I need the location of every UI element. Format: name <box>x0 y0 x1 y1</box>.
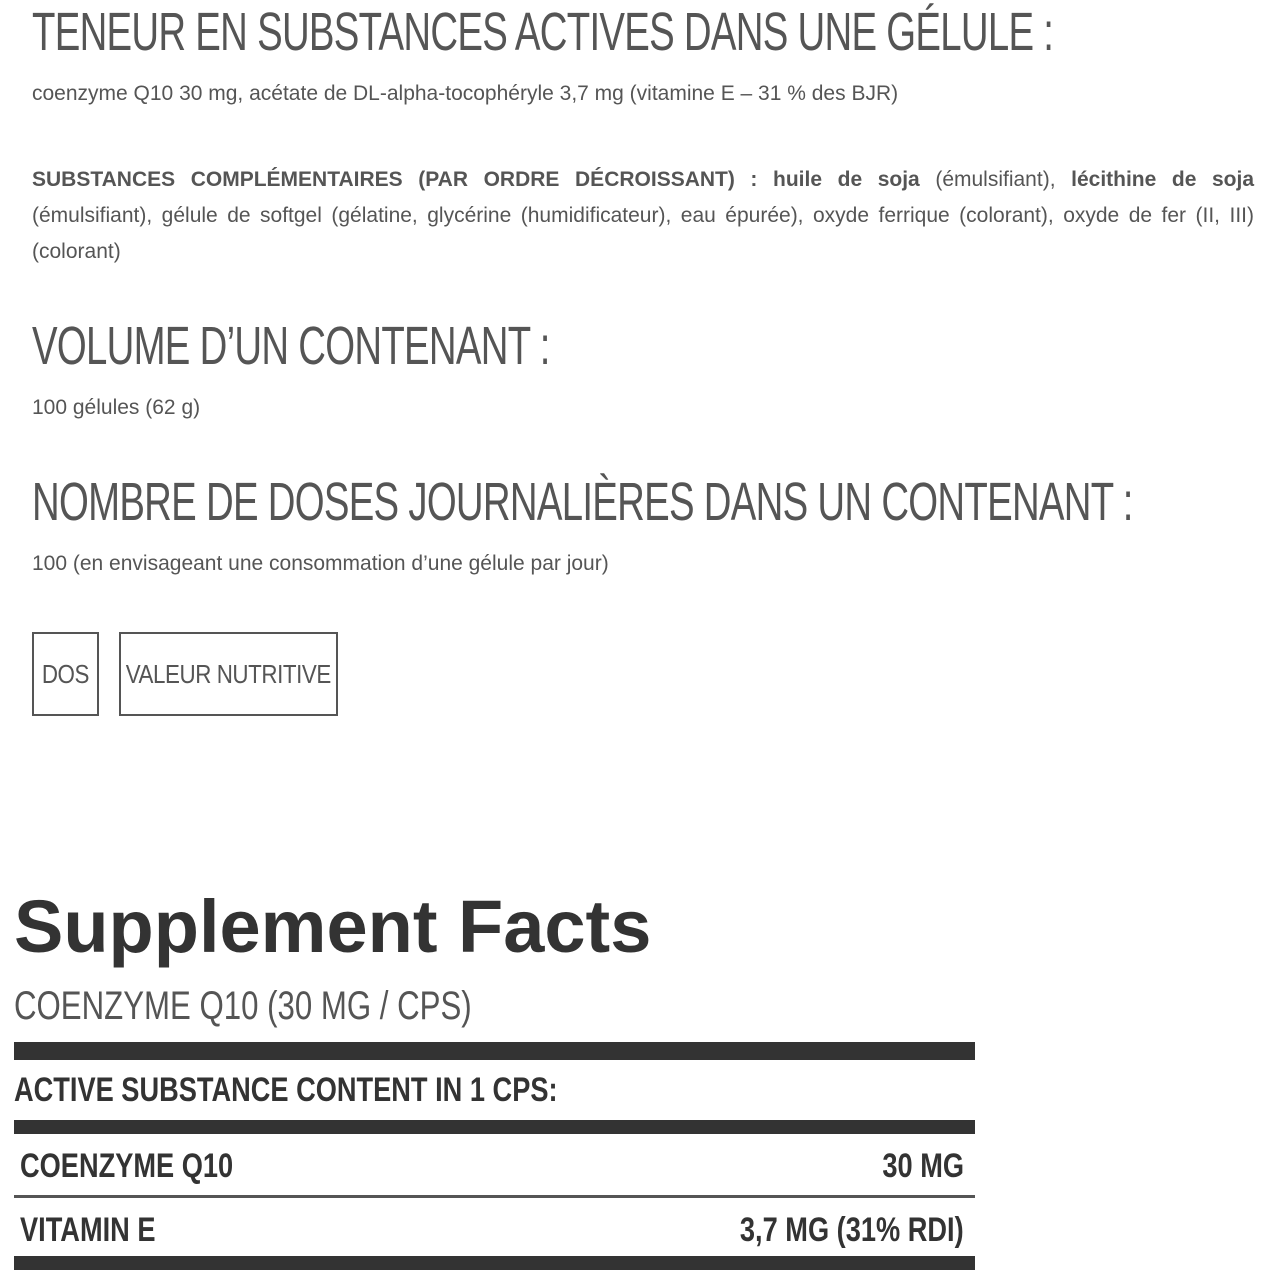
facts-row-value: 30 MG <box>882 1147 964 1185</box>
daily-doses-text: 100 (en envisageant une consommation d’une gélule par jour) <box>32 552 609 575</box>
ingredient-soybean-oil-note: (émulsifiant), <box>935 168 1056 191</box>
facts-row-label: COENZYME Q10 <box>20 1147 234 1185</box>
supplement-facts-title: Supplement Facts <box>14 885 652 968</box>
heading-active-substances: TENEUR EN SUBSTANCES ACTIVES DANS UNE GÉLULE : <box>32 2 1054 62</box>
facts-thick-divider-top <box>14 1042 975 1060</box>
volume-text: 100 gélules (62 g) <box>32 396 201 419</box>
heading-volume: VOLUME D’UN CONTENANT : <box>32 316 550 376</box>
facts-section-header: ACTIVE SUBSTANCE CONTENT IN 1 CPS: <box>14 1071 558 1109</box>
tab-dosage[interactable] <box>32 632 99 716</box>
complementary-substances-label: SUBSTANCES COMPLÉMENTAIRES (PAR ORDRE DÉCROISSANT) : <box>32 168 758 191</box>
active-substances-text: coenzyme Q10 30 mg, acétate de DL-alpha-tocophéryle 3,7 mg (vitamine E – 31 % des BJR) <box>32 82 899 105</box>
heading-daily-doses: NOMBRE DE DOSES JOURNALIÈRES DANS UN CONTENANT : <box>32 472 1133 532</box>
facts-thin-divider <box>14 1195 975 1198</box>
ingredient-remaining-list: (émulsifiant), gélule de softgel (gélatine, glycérine (humidificateur), eau épurée), oxyde ferrique (colorant), oxyde de fer (II, III) (colorant) <box>32 204 1254 263</box>
ingredient-soy-lecithin: lécithine de soja <box>1071 168 1255 191</box>
tab-nutritional-value[interactable] <box>119 632 338 716</box>
ingredient-soybean-oil: huile de soja <box>773 168 920 191</box>
facts-thick-divider-bottom <box>14 1256 975 1270</box>
facts-thick-divider-middle <box>14 1120 975 1134</box>
supplement-facts-subtitle: COENZYME Q10 (30 MG / CPS) <box>14 984 472 1028</box>
facts-row-label: VITAMIN E <box>20 1211 156 1249</box>
tab-nutritional-value-label: VALEUR NUTRITIVE <box>125 658 332 689</box>
tab-dosage-label: DOS <box>41 658 90 689</box>
facts-row-value: 3,7 MG (31% RDI) <box>740 1211 964 1249</box>
complementary-substances-paragraph <box>32 162 1254 270</box>
